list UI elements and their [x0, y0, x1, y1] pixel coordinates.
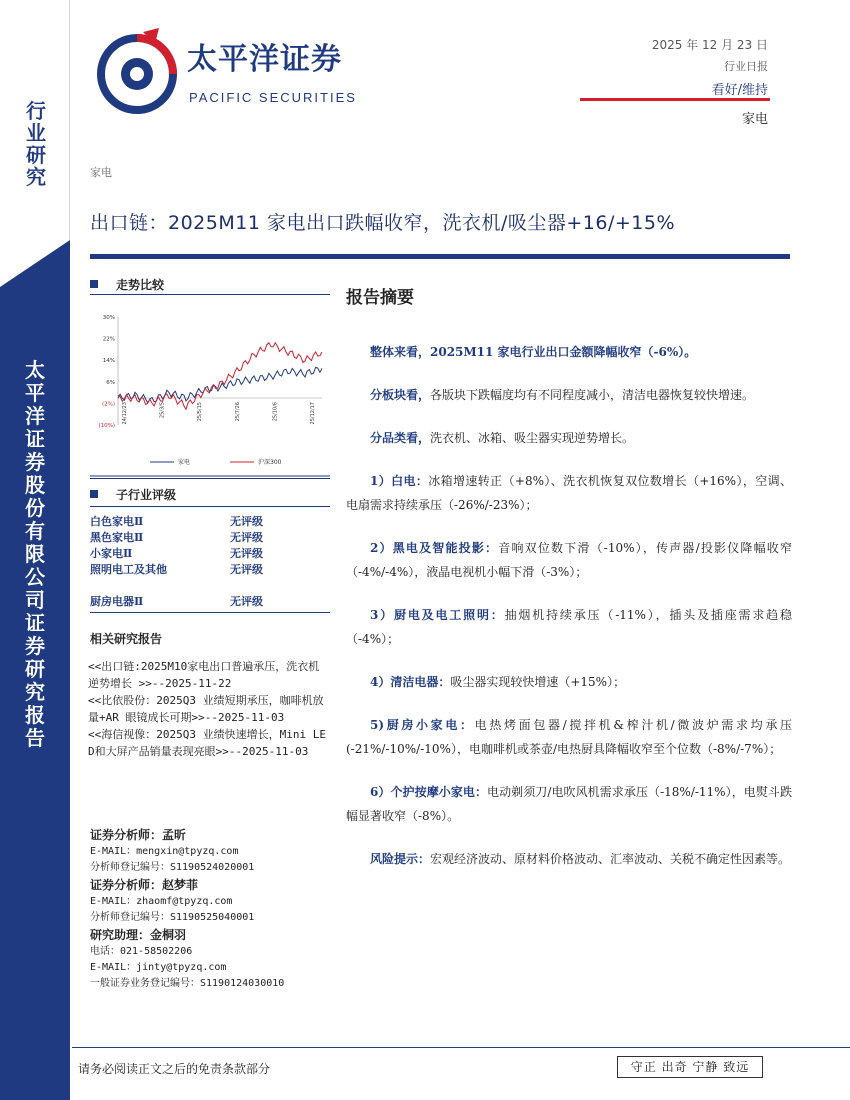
related-report-link[interactable]: <<比依股份：2025Q3 业绩短期承压，咖啡机放量+AR 眼镜成长可期>>--2025-11-03 [88, 694, 324, 724]
summary-lead: 1）白电： [370, 474, 429, 488]
sub-industry-name: 照明电工及其他 [90, 563, 167, 576]
summary-text: 冰箱增速转正（+8%）、洗衣机恢复双位数增长（+16%），空调、电扇需求持续承压（-26%/-23%）； [346, 474, 792, 512]
table-row [90, 530, 330, 546]
sub-industry-rating: 无评级 [230, 547, 263, 560]
y-tick-label: (10%) [98, 423, 115, 429]
summary-paragraph [346, 603, 792, 651]
summary-text: 抽烟机持续承压（-11%），插头及插座需求趋稳（-4%）； [346, 608, 793, 646]
summary-lead: 5)厨房小家电： [370, 718, 475, 732]
analyst-name: 证券分析师：孟昕 [90, 828, 187, 842]
y-tick-label: 22% [102, 336, 115, 343]
sub-industry-rating: 无评级 [230, 563, 263, 576]
summary-heading: 报告摘要 [346, 288, 414, 308]
logo-name-en: PACIFIC SECURITIES [189, 90, 357, 105]
x-tick-label: 25/3/5 [159, 402, 166, 419]
sidebar-top-label: 行业研究 [26, 99, 46, 189]
summary-paragraph [346, 713, 792, 761]
industry-rating: 看好/维持 [711, 83, 768, 98]
company-logo [97, 24, 377, 114]
sub-rating-table [90, 514, 330, 610]
x-tick-label: 25/10/6 [272, 402, 279, 422]
summary-lead: 分品类看， [370, 431, 431, 445]
summary-paragraph [346, 469, 792, 517]
divider [90, 294, 330, 295]
sidebar-divider-graphic [0, 180, 70, 287]
analyst-reg-no: 分析师登记编号：S1190525040001 [90, 912, 255, 923]
breadcrumb: 家电 [90, 166, 112, 179]
summary-text: 吸尘器实现较快增速（+15%）； [450, 675, 626, 689]
sub-industry-name: 白色家电Ⅱ [90, 515, 144, 528]
sub-industry-name: 小家电Ⅱ [90, 547, 133, 560]
header-accent-line [580, 98, 770, 101]
legend-label: 沪深300 [258, 459, 282, 466]
divider [90, 506, 330, 507]
summary-paragraph [346, 383, 792, 407]
divider [90, 478, 330, 479]
y-tick-label: (2%) [101, 401, 115, 408]
summary-paragraph [346, 536, 792, 584]
summary-paragraph [346, 670, 792, 694]
summary-lead: 风险提示： [370, 852, 431, 866]
trend-chart [90, 307, 330, 477]
summary-text: 电动剃须刀/电吹风机需求承压（-18%/-11%），电熨斗跌幅显著收窄（-8%）。 [346, 785, 792, 823]
related-reports-heading: 相关研究报告 [90, 632, 163, 646]
legend-label: 家电 [178, 459, 191, 466]
footer-motto: 守正 出奇 宁静 致远 [617, 1056, 763, 1078]
sidebar-bottom-label: 太平洋证券股份有限公司证券研究报告 [25, 358, 45, 750]
x-tick-label: 24/12/23 [122, 402, 128, 425]
sub-industry-rating: 无评级 [230, 531, 263, 544]
summary-text: 洗衣机、冰箱、吸尘器实现逆势增长。 [430, 431, 635, 445]
report-date: 2025 年 12 月 23 日 [651, 38, 768, 52]
bullet-square-icon [90, 280, 98, 288]
summary-lead: 2）黑电及智能投影： [370, 541, 499, 555]
footer-disclaimer: 请务必阅读正文之后的免责条款部分 [78, 1062, 271, 1076]
sub-rating-heading [90, 486, 176, 503]
divider [90, 612, 330, 613]
summary-text: 音响双位数下滑（-10%），传声器/投影仪降幅收窄（-4%/-4%），液晶电视机小幅下滑（-3%）； [346, 541, 792, 579]
header-industry: 家电 [741, 112, 768, 127]
analyst-email[interactable]: E-MAIL：zhaomf@tpyzq.com [90, 896, 233, 907]
assistant-phone: 电话：021-58502206 [90, 946, 193, 957]
sub-industry-name: 黑色家电Ⅱ [90, 531, 144, 544]
analyst-name: 证券分析师：赵梦菲 [90, 878, 199, 892]
table-row [90, 562, 330, 594]
sub-industry-rating: 无评级 [230, 595, 263, 608]
summary-paragraph [346, 340, 792, 364]
assistant-name: 研究助理：金桐羽 [90, 928, 187, 942]
analyst-reg-no: 分析师登记编号：S1190524020001 [90, 862, 255, 873]
x-tick-label: 25/5/15 [197, 402, 204, 422]
sidebar-top [0, 0, 70, 287]
sub-rating-heading-label: 子行业评级 [116, 488, 177, 502]
sub-industry-name: 厨房电器Ⅱ [90, 595, 144, 608]
footer-divider [72, 1047, 850, 1048]
table-row [90, 594, 330, 610]
assistant-reg-no: 一般证券业务登记编号：S1190124030010 [90, 978, 285, 989]
summary-text: 电热烤面包器/搅拌机&榨汁机/微波炉需求均承压(-21%/-10%/-10%），电咖啡机或茶壶/电热厨具降幅收窄至个位数（-8%/-7%）； [346, 718, 792, 756]
assistant-email[interactable]: E-MAIL：jinty@tpyzq.com [90, 962, 227, 973]
x-tick-label: 25/12/17 [310, 402, 316, 425]
related-reports-list [88, 658, 328, 760]
logo-mark-icon [97, 24, 187, 114]
trend-heading [90, 276, 164, 293]
table-row [90, 546, 330, 562]
bullet-square-icon [90, 490, 98, 498]
series-line [118, 343, 322, 410]
summary-body [346, 340, 792, 890]
related-report-link[interactable]: <<出口链:2025M10家电出口普遍承压，洗衣机逆势增长 >>--2025-11-22 [88, 660, 320, 690]
analyst-email[interactable]: E-MAIL：mengxin@tpyzq.com [90, 846, 239, 857]
summary-paragraph [346, 780, 792, 828]
report-type: 行业日报 [724, 60, 768, 73]
y-tick-label: 6% [106, 379, 115, 386]
logo-name-cn: 太平洋证券 [187, 42, 342, 77]
series-line [118, 367, 322, 403]
x-tick-label: 25/7/26 [234, 402, 241, 422]
title-underline [90, 254, 790, 259]
summary-paragraph [346, 426, 792, 450]
y-tick-label: 30% [102, 315, 115, 321]
trend-heading-label: 走势比较 [116, 278, 165, 292]
sidebar-bottom [0, 287, 70, 1100]
summary-lead: 6）个护按摩小家电： [370, 785, 488, 799]
summary-paragraph [346, 847, 792, 871]
summary-text: 宏观经济波动、原材料价格波动、汇率波动、关税不确定性因素等。 [430, 852, 791, 866]
summary-lead: 整体来看，2025M11 家电行业出口金额降幅收窄（-6%）。 [370, 345, 697, 359]
y-tick-label: 14% [102, 358, 115, 365]
summary-lead: 4）清洁电器： [370, 675, 451, 689]
page-title: 出口链：2025M11 家电出口跌幅收窄，洗衣机/吸尘器+16/+15% [90, 212, 676, 234]
related-report-link[interactable]: <<海信视像：2025Q3 业绩快速增长，Mini LED和大屏产品销量表现亮眼>>--2025-11-03 [88, 728, 326, 758]
sub-industry-rating: 无评级 [230, 515, 263, 528]
table-row [90, 514, 330, 530]
summary-lead: 3）厨电及电工照明： [370, 608, 505, 622]
analyst-info [90, 826, 350, 992]
summary-lead: 分板块看， [370, 388, 431, 402]
summary-text: 各版块下跌幅度均有不同程度减小，清洁电器恢复较快增速。 [430, 388, 755, 402]
